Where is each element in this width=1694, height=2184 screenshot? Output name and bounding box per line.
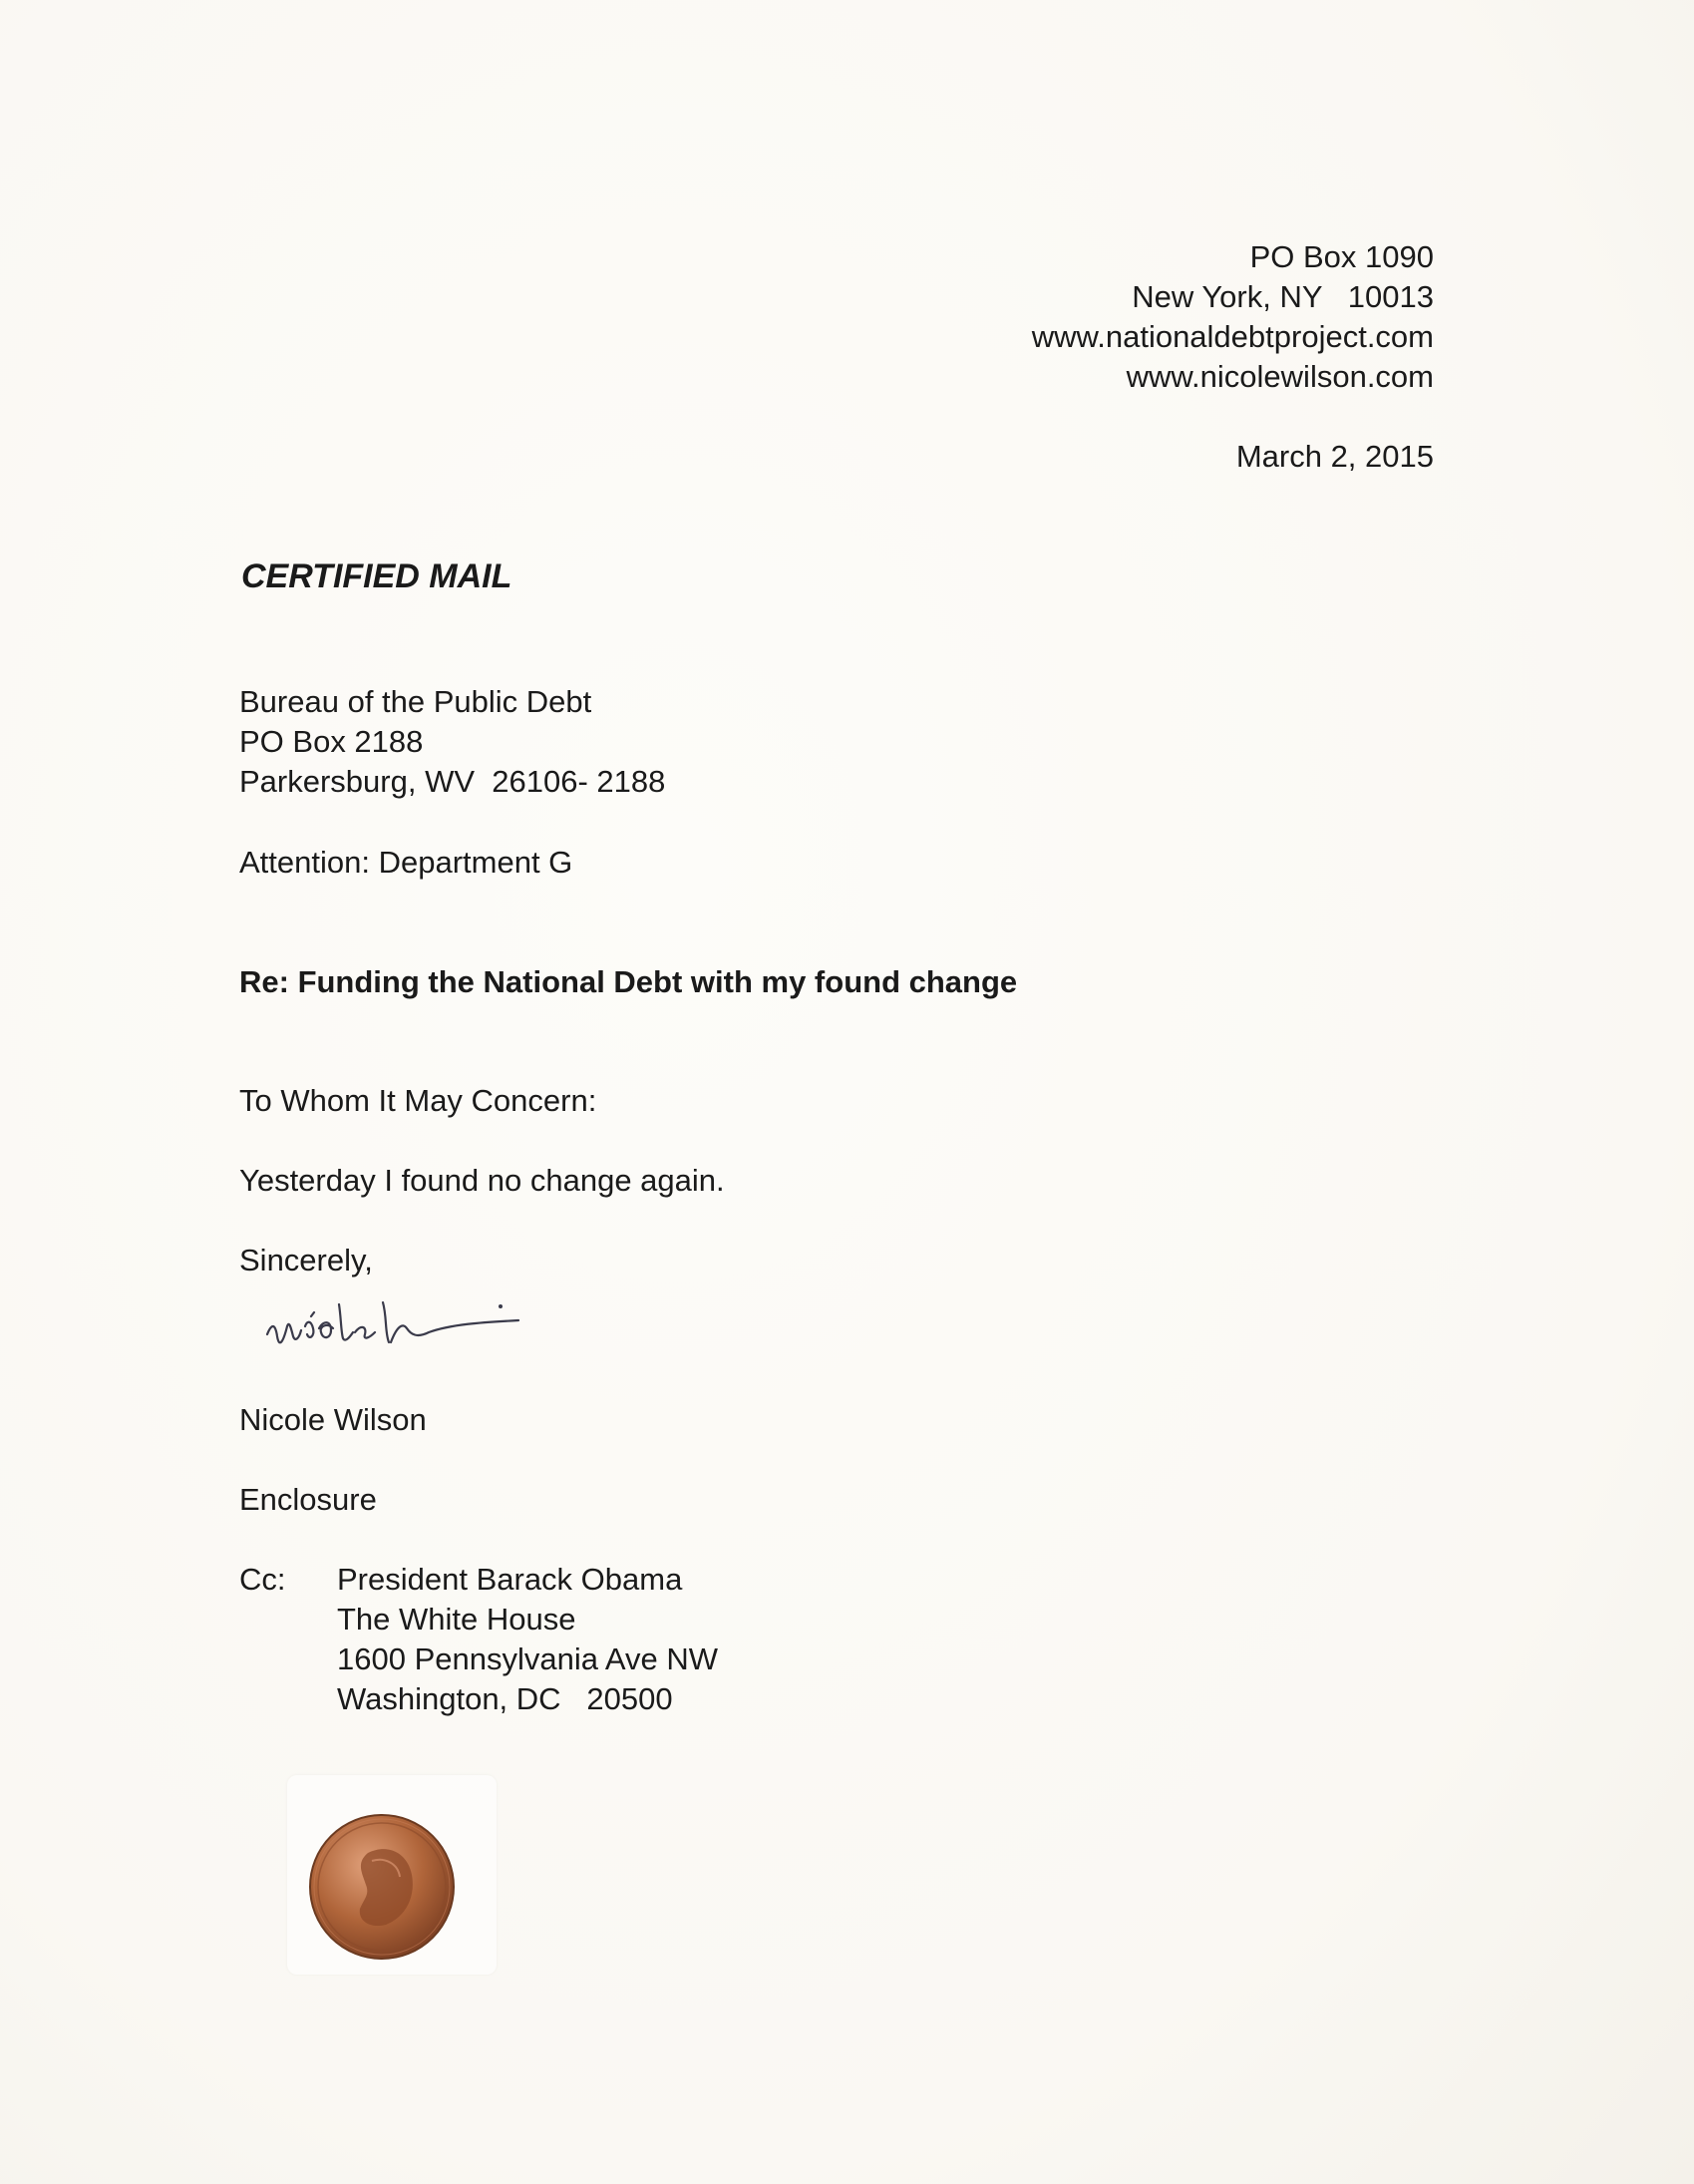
letter-date: March 2, 2015 — [1235, 439, 1434, 474]
penny-coin-icon — [308, 1813, 456, 1961]
salutation: To Whom It May Concern: — [239, 1083, 597, 1118]
recipient-po-box: PO Box 2188 — [239, 724, 424, 759]
recipient-name: Bureau of the Public Debt — [239, 684, 592, 719]
enclosure-note: Enclosure — [239, 1482, 377, 1517]
letter-body: Yesterday I found no change again. — [239, 1163, 725, 1198]
sender-po-box: PO Box 1090 — [1249, 239, 1434, 274]
signer-name: Nicole Wilson — [239, 1402, 427, 1437]
cc-street: 1600 Pennsylvania Ave NW — [337, 1641, 718, 1676]
cc-city: Washington, DC 20500 — [337, 1681, 673, 1716]
sender-address — [1032, 237, 1434, 397]
attention-line: Attention: Department G — [239, 845, 573, 880]
closing: Sincerely, — [239, 1243, 373, 1277]
sender-website-2: www.nicolewilson.com — [1126, 359, 1434, 394]
cc-name: President Barack Obama — [337, 1562, 683, 1597]
recipient-city: Parkersburg, WV 26106- 2188 — [239, 764, 666, 799]
cc-building: The White House — [337, 1602, 576, 1637]
sender-website-1: www.nationaldebtproject.com — [1031, 319, 1434, 354]
certified-mail-heading: CERTIFIED MAIL — [241, 557, 512, 595]
cc-address — [337, 1560, 718, 1719]
recipient-address — [239, 682, 665, 802]
handwritten-signature — [261, 1276, 580, 1366]
sender-city: New York, NY 10013 — [1132, 279, 1434, 314]
cc-label: Cc: — [239, 1562, 286, 1597]
subject-line: Re: Funding the National Debt with my found change — [239, 964, 1018, 999]
